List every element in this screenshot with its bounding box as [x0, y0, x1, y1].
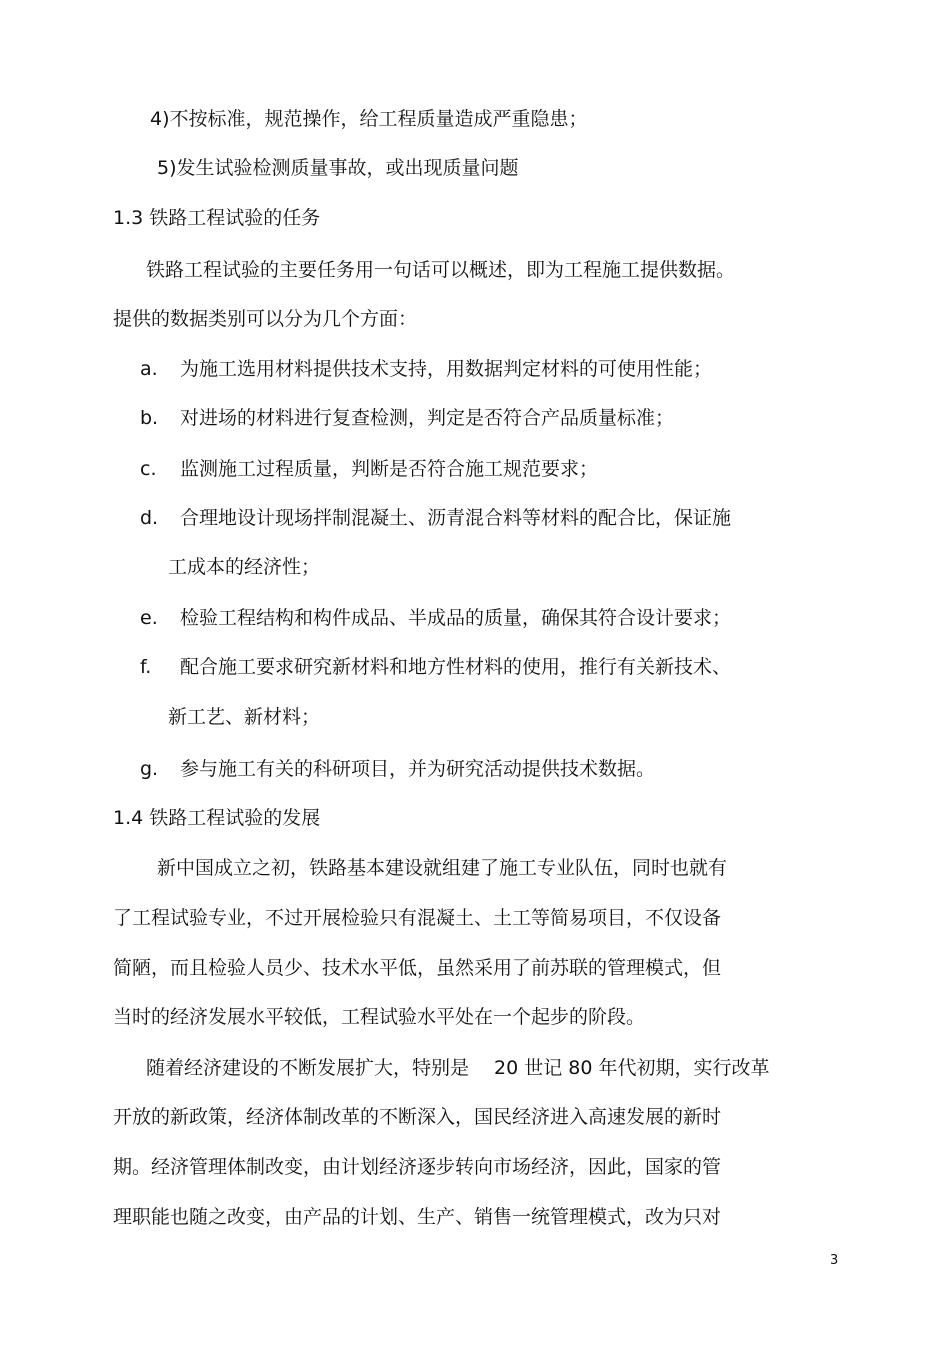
- list-item-g: 参与施工有关的科研项目，并为研究活动提供技术数据。: [180, 758, 656, 780]
- list-label-b: b.: [140, 407, 159, 429]
- paragraph-line: 随着经济建设的不断发展扩大，特别是 20 世记 80 年代初期，实行改革: [146, 1057, 770, 1079]
- paragraph-line: 了工程试验专业，不过开展检验只有混凝土、土工等简易项目，不仅设备: [113, 907, 722, 929]
- list-item-f: 配合施工要求研究新材料和地方性材料的使用，推行有关新技术、: [180, 656, 732, 678]
- list-item-f-cont: 新工艺、新材料；: [168, 706, 321, 728]
- paragraph-line: 提供的数据类别可以分为几个方面：: [113, 308, 418, 330]
- list-item-a: 为施工选用材料提供技术支持，用数据判定材料的可使用性能；: [180, 358, 713, 380]
- list-item-5: 5)发生试验检测质量事故，或出现质量问题: [157, 157, 519, 179]
- page-number: 3: [830, 1253, 839, 1268]
- paragraph-line: 新中国成立之初，铁路基本建设就组建了施工专业队伍，同时也就有: [157, 857, 728, 879]
- paragraph-line: 开放的新政策，经济体制改革的不断深入，国民经济进入高速发展的新时: [113, 1106, 722, 1128]
- list-item-d-cont: 工成本的经济性；: [168, 556, 321, 578]
- paragraph-line: 理职能也随之改变，由产品的计划、生产、销售一统管理模式，改为只对: [113, 1206, 722, 1228]
- list-item-e: 检验工程结构和构件成品、半成品的质量，确保其符合设计要求；: [180, 607, 732, 629]
- list-item-d: 合理地设计现场拌制混凝土、沥青混合料等材料的配合比，保证施: [180, 507, 732, 529]
- list-item-4: 4)不按标准，规范操作，给工程质量造成严重隐患；: [150, 108, 588, 130]
- section-heading-1-4: 1.4 铁路工程试验的发展: [113, 807, 321, 829]
- paragraph-line: 简陋，而且检验人员少、技术水平低，虽然采用了前苏联的管理模式，但: [113, 957, 722, 979]
- list-label-d: d.: [140, 507, 159, 529]
- list-label-f: f.: [140, 656, 152, 678]
- list-item-c: 监测施工过程质量，判断是否符合施工规范要求；: [180, 458, 599, 480]
- paragraph-line: 当时的经济发展水平较低，工程试验水平处在一个起步的阶段。: [113, 1006, 646, 1028]
- paragraph-line: 期。经济管理体制改变，由计划经济逐步转向市场经济，因此，国家的管: [113, 1156, 722, 1178]
- list-label-g: g.: [140, 758, 159, 780]
- list-label-e: e.: [140, 607, 158, 629]
- list-label-a: a.: [140, 358, 158, 380]
- paragraph-line: 铁路工程试验的主要任务用一句话可以概述，即为工程施工提供数据。: [146, 259, 736, 281]
- list-item-b: 对进场的材料进行复查检测，判定是否符合产品质量标准；: [180, 407, 675, 429]
- section-heading-1-3: 1.3 铁路工程试验的任务: [113, 207, 321, 229]
- list-label-c: c.: [140, 458, 157, 480]
